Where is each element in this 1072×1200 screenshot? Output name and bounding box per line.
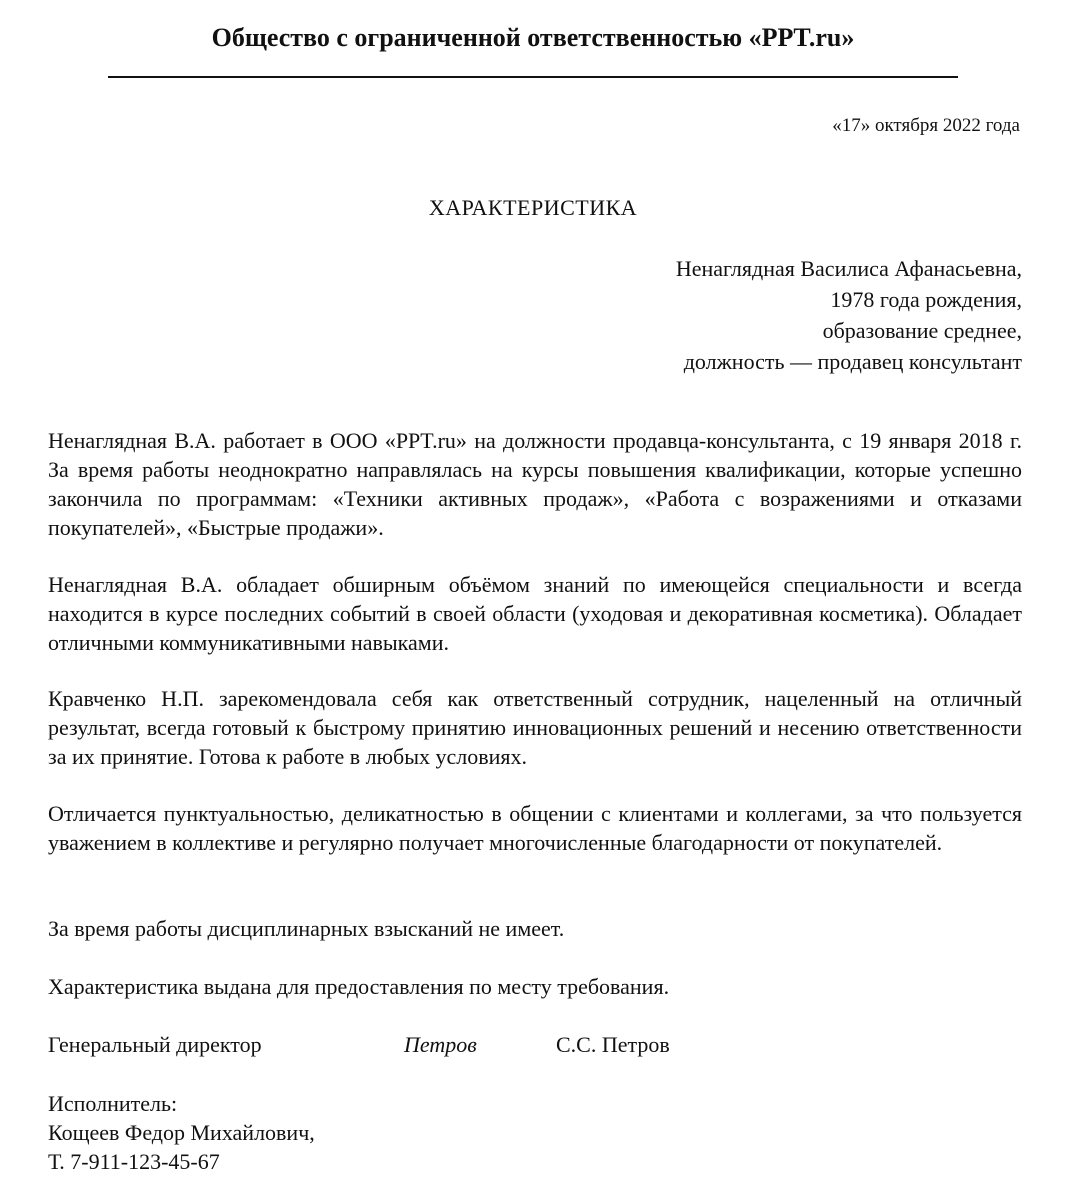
header-divider: [108, 76, 958, 78]
handwritten-signature: Петров: [404, 1032, 477, 1057]
person-birth-year: 1978 года рождения,: [830, 287, 1022, 312]
executor-block: [48, 1089, 315, 1176]
signer-name: С.С. Петров: [556, 1032, 670, 1057]
executor-name: Кощеев Федор Михайлович,: [48, 1120, 315, 1145]
paragraph-employment: [48, 426, 1022, 542]
document-title: ХАРАКТЕРИСТИКА: [428, 195, 638, 220]
signature-block: [48, 1030, 1022, 1060]
paragraph-knowledge: [48, 570, 1022, 657]
executor-phone: Т. 7-911-123-45-67: [48, 1149, 220, 1174]
paragraph-text: Ненаглядная В.А. работает в ООО «PPT.ru» на должности продавца-консультанта, с 19 января 2018 г. За время работы неоднократно направлялась на курсы повышения квалификации, которые успешно закончила по программам: «Техники активных продаж», «Работа с возражениями и отказами покупателей», «Быстрые продажи».: [48, 428, 1022, 540]
paragraph-reputation: [48, 684, 1022, 771]
person-details: [676, 253, 1022, 377]
paragraph-text: Кравченко Н.П. зарекомендовала себя как ответственный сотрудник, нацеленный на отличный результат, всегда готовый к быстрому принятию инновационных решений и несению ответственности за их принятие. Готова к работе в любых условиях.: [48, 686, 1022, 769]
person-name: Ненаглядная Василиса Афанасьевна,: [675, 256, 1022, 281]
paragraph-qualities: [48, 799, 1022, 857]
person-position: должность — продавец консультант: [683, 349, 1022, 374]
paragraph-text: Характеристика выдана для предоставления по месту требования.: [48, 974, 670, 999]
paragraph-text: За время работы дисциплинарных взысканий не имеет.: [48, 916, 565, 941]
paragraph-text: Ненаглядная В.А. обладает обширным объёмом знаний по имеющейся специальности и всегда находится в курсе последних событий в своей области (уходовая и декоративная косметика). Обладает отличными коммуникативными навыками.: [48, 572, 1022, 655]
signer-position: Генеральный директор: [48, 1032, 262, 1057]
document-date: «17» октября 2022 года: [832, 115, 1020, 136]
paragraph-purpose: [48, 972, 1022, 1001]
organization-title: Общество с ограниченной ответственностью «PPT.ru»: [211, 23, 855, 52]
executor-label: Исполнитель:: [48, 1091, 178, 1116]
paragraph-text: Отличается пунктуальностью, деликатностью в общении с клиентами и коллегами, за что пользуется уважением в коллективе и регулярно получает многочисленные благодарности от покупателей.: [48, 801, 1022, 855]
paragraph-discipline: [48, 914, 1022, 943]
person-education: образование среднее,: [822, 318, 1022, 343]
